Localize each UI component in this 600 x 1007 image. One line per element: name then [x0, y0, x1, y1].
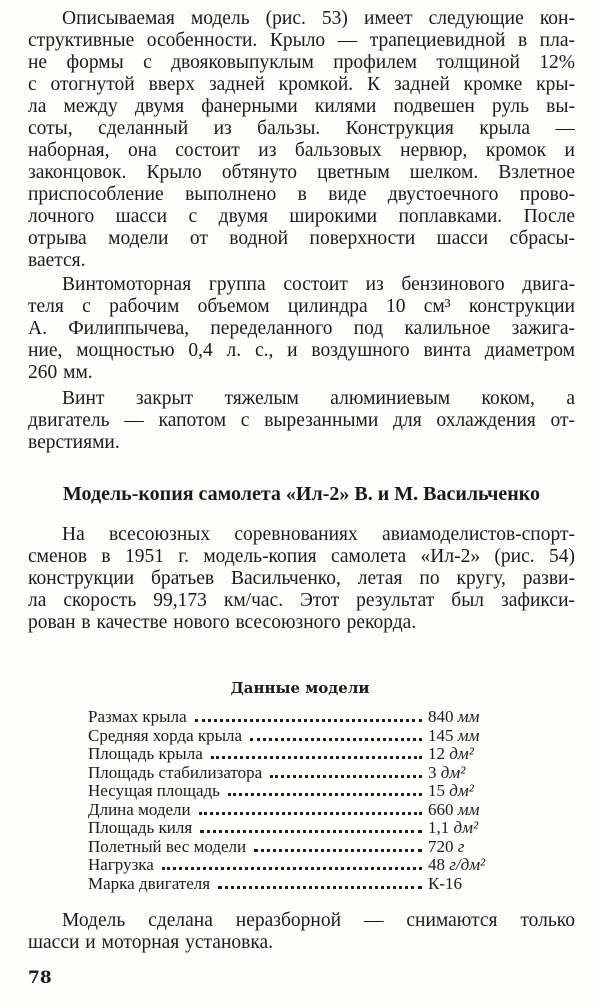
- text-line: законцовок. Крыло обтянуто цветным шелком. Взлетное: [28, 162, 575, 183]
- section-heading: Модель-копия самолета «Ил-2» В. и М. Васильченко: [62, 483, 541, 505]
- row-value: [428, 819, 498, 838]
- value-number: 12: [428, 744, 445, 763]
- row-label: Несущая площадь: [88, 781, 220, 800]
- row-value: [428, 875, 498, 894]
- paragraph-record: [28, 524, 575, 634]
- table-title: Данные модели: [230, 679, 370, 697]
- leader-dots: [195, 719, 422, 722]
- text-line: наборная, она состоит из бальзовых нервюр, кромок и: [28, 140, 575, 161]
- value-unit: г: [457, 836, 465, 856]
- row-label: Средняя хорда крыла: [88, 725, 243, 745]
- row-value: [428, 764, 498, 783]
- leader-dots: [218, 886, 422, 889]
- text-line: конструкции братьев Васильченко, летая по кругу, разви-: [28, 568, 575, 589]
- row-label: Размах крыла: [88, 707, 187, 726]
- value-number: 145: [428, 725, 454, 745]
- value-number: 720: [428, 836, 454, 856]
- value-unit: дм²: [449, 781, 474, 800]
- text-line: соты, сделанный из бальзы. Конструкция крыла —: [28, 118, 575, 139]
- leader-dots: [199, 812, 422, 815]
- row-label: Площадь стабилизатора: [88, 762, 263, 782]
- leader-dots: [200, 830, 422, 833]
- page-number: 78: [28, 968, 52, 988]
- text-line: отрыва модели от водной поверхности шасси сбрасы-: [28, 228, 575, 249]
- row-value: [428, 708, 498, 727]
- row-label: Площадь киля: [88, 818, 193, 837]
- row-value: [428, 745, 498, 764]
- row-label: Площадь крыла: [88, 744, 203, 763]
- text-line: не формы с двояковыпуклым профилем толщиной 12%: [28, 52, 575, 73]
- table-row: [88, 856, 498, 875]
- row-label: Марка двигателя: [88, 873, 211, 893]
- text-line: верстиями.: [28, 432, 120, 453]
- value-unit: дм²: [449, 744, 474, 763]
- value-number: 48: [428, 855, 445, 874]
- table-row: [88, 782, 498, 801]
- text-line: Винтомоторная группа состоит из бензинового двига-: [62, 274, 575, 295]
- text-line: Модель сделана неразборной — снимаются только: [62, 910, 575, 931]
- value-unit: мм: [457, 799, 480, 819]
- leader-dots: [270, 775, 422, 778]
- row-label: Длина модели: [88, 799, 191, 819]
- row-value: [428, 856, 498, 875]
- text-line: Винт закрыт тяжелым алюминиевым коком, а: [62, 388, 575, 409]
- text-line: сменов в 1951 г. модель-копия самолета «Ил-2» (рис. 54): [28, 546, 575, 567]
- value-number: 660: [428, 799, 454, 819]
- value-number: 840: [428, 707, 454, 726]
- value-unit: г/дм²: [449, 855, 486, 874]
- value-number: К-16: [428, 873, 462, 893]
- table-row: [88, 727, 498, 746]
- text-line: рован в качестве нового всесоюзного рекорда.: [28, 612, 417, 633]
- leader-dots: [254, 849, 422, 852]
- paragraph-wing-description: [28, 8, 575, 272]
- table-row: [88, 819, 498, 838]
- text-line: На всесоюзных соревнованиях авиамоделистов-спорт-: [62, 524, 575, 545]
- row-label: Полетный вес модели: [88, 836, 247, 856]
- row-label: Нагрузка: [88, 855, 154, 874]
- model-data-table: [88, 708, 498, 893]
- paragraph-construction: [28, 910, 575, 954]
- leader-dots: [211, 756, 422, 759]
- value-unit: дм²: [453, 818, 479, 837]
- table-row: [88, 764, 498, 783]
- row-value: [428, 782, 498, 801]
- paragraph-propeller: [28, 388, 575, 454]
- leader-dots: [250, 738, 422, 741]
- text-line: ла скорость 99,173 км/час. Этот результат был зафикси-: [28, 590, 575, 611]
- text-line: структивные особенности. Крыло — трапециевидной в пла-: [28, 30, 575, 51]
- value-number: 1,1: [428, 818, 450, 837]
- table-row: [88, 745, 498, 764]
- text-line: шасси и моторная установка.: [28, 932, 274, 953]
- table-row: [88, 838, 498, 857]
- table-row: [88, 708, 498, 727]
- text-line: А. Филиппычева, переделанного под калильное зажига-: [28, 318, 575, 339]
- value-number: 15: [428, 781, 445, 800]
- table-row: [88, 875, 498, 894]
- leader-dots: [162, 867, 422, 870]
- text-line: ла между двумя фанерными килями подвешен руль вы-: [28, 96, 575, 117]
- row-value: [428, 727, 498, 746]
- table-row: [88, 801, 498, 820]
- value-unit: мм: [457, 707, 480, 726]
- text-line: вается.: [28, 250, 86, 271]
- leader-dots: [228, 793, 422, 796]
- text-line: 260 мм.: [28, 362, 93, 383]
- paragraph-engine-group: [28, 274, 575, 384]
- value-unit: мм: [457, 725, 480, 745]
- row-value: [428, 838, 498, 857]
- value-number: 3: [428, 762, 437, 782]
- text-line: с отогнутой вверх задней кромкой. К задней кромке кры-: [28, 74, 575, 95]
- text-line: Описываемая модель (рис. 53) имеет следующие кон-: [62, 8, 575, 29]
- text-line: приспособление выполнено в виде двустоечного прово-: [28, 184, 575, 205]
- value-unit: дм²: [440, 762, 466, 782]
- text-line: ние, мощностью 0,4 л. с., и воздушного винта диаметром: [28, 340, 575, 361]
- text-line: лочного шасси с двумя широкими поплавками. После: [28, 206, 575, 227]
- row-value: [428, 801, 498, 820]
- text-line: двигатель — капотом с вырезанными для охлаждения от-: [28, 410, 575, 431]
- text-line: теля с рабочим объемом цилиндра 10 см³ конструкции: [28, 296, 575, 317]
